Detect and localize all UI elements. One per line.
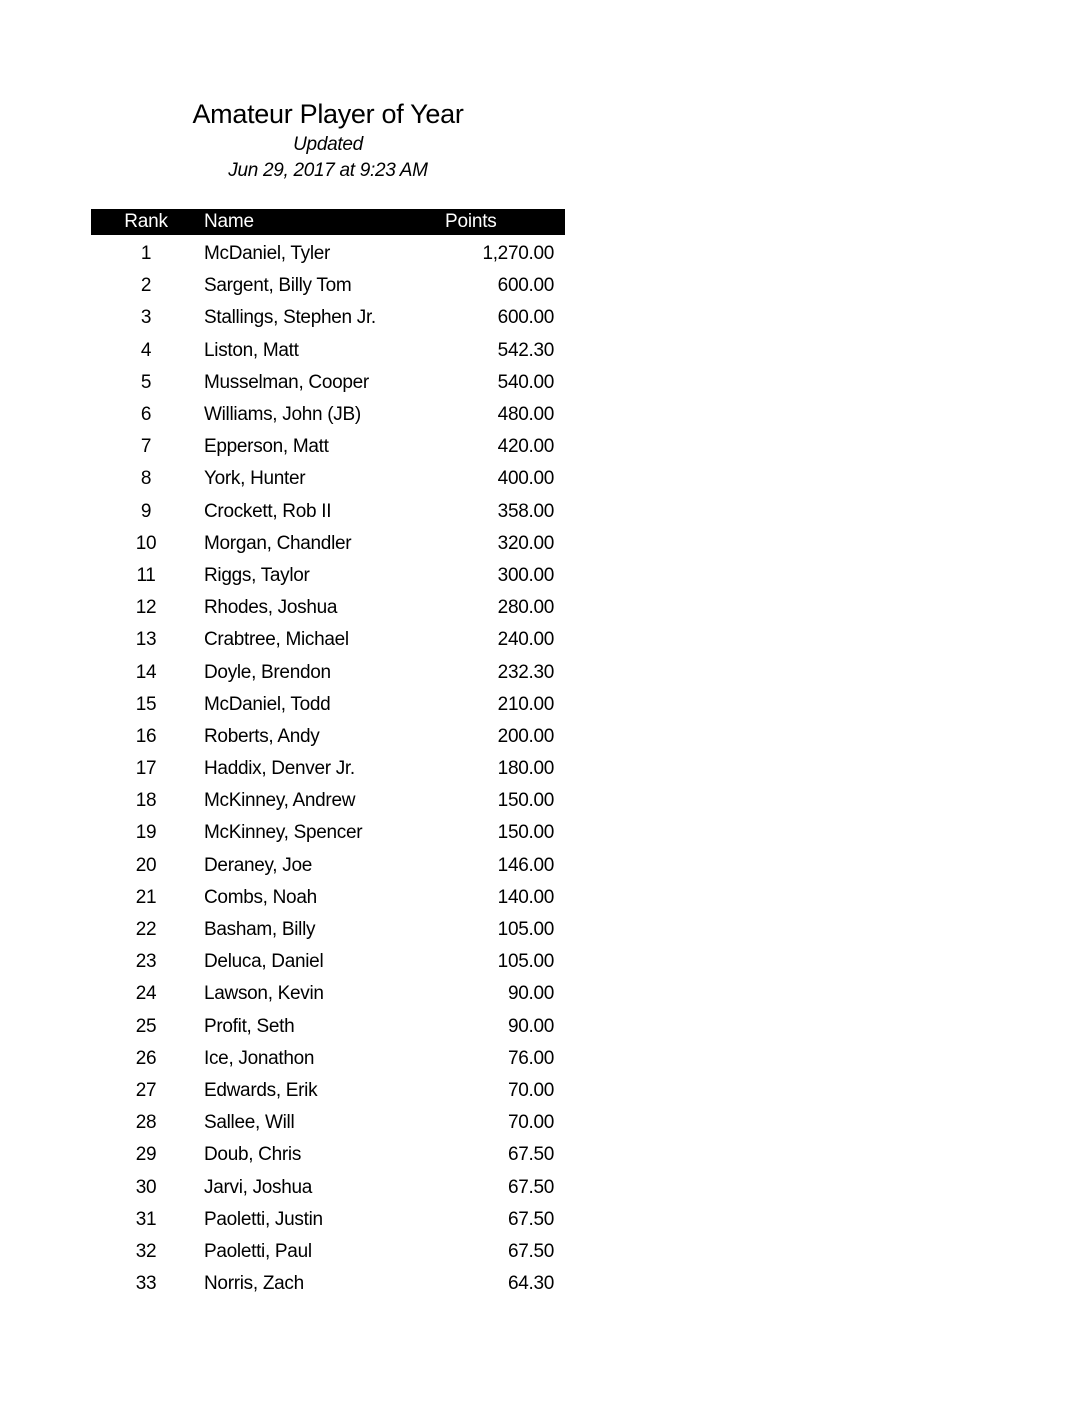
table-row <box>91 367 565 399</box>
rank-cell: 25 <box>135 1015 157 1037</box>
name-cell: Roberts, Andy <box>204 725 320 747</box>
rank-cell: 26 <box>135 1047 157 1069</box>
rank-cell: 4 <box>140 339 152 361</box>
name-cell: Stallings, Stephen Jr. <box>204 307 376 329</box>
table-row <box>91 785 565 817</box>
page-subtitle: Updated <box>293 134 363 155</box>
points-cell: 200.00 <box>497 725 554 747</box>
name-cell: Rhodes, Joshua <box>204 597 338 619</box>
title-block <box>130 96 526 184</box>
table-row <box>91 431 565 463</box>
page-title: Amateur Player of Year <box>192 99 464 129</box>
points-cell: 150.00 <box>497 822 554 844</box>
name-cell: Edwards, Erik <box>204 1079 318 1101</box>
table-row <box>91 946 565 978</box>
points-cell: 542.30 <box>497 339 554 361</box>
table-row <box>91 624 565 656</box>
table-row <box>91 1139 565 1171</box>
name-cell: Lawson, Kevin <box>204 983 324 1005</box>
rank-cell: 3 <box>140 307 152 329</box>
name-cell: Doyle, Brendon <box>204 661 331 683</box>
table-row <box>91 656 565 688</box>
name-cell: York, Hunter <box>204 468 306 490</box>
table-header <box>91 209 565 235</box>
rank-cell: 21 <box>135 886 157 908</box>
name-cell: Jarvi, Joshua <box>204 1176 313 1198</box>
name-cell: Haddix, Denver Jr. <box>204 758 355 780</box>
points-cell: 420.00 <box>497 436 554 458</box>
rank-cell: 28 <box>135 1112 157 1134</box>
rank-cell: 24 <box>135 983 157 1005</box>
points-cell: 105.00 <box>497 919 554 941</box>
name-cell: McDaniel, Todd <box>204 693 331 715</box>
points-cell: 600.00 <box>497 307 554 329</box>
points-cell: 90.00 <box>507 1015 554 1037</box>
rank-cell: 14 <box>135 661 157 683</box>
table-row <box>91 496 565 528</box>
points-cell: 540.00 <box>497 371 554 393</box>
name-cell: McDaniel, Tyler <box>204 243 331 265</box>
table-row <box>91 302 565 334</box>
rank-cell: 23 <box>135 951 157 973</box>
table-row <box>91 978 565 1010</box>
column-header-name: Name <box>204 211 254 232</box>
points-cell: 232.30 <box>497 661 554 683</box>
points-cell: 67.50 <box>507 1144 554 1166</box>
table-row <box>91 1107 565 1139</box>
rank-cell: 16 <box>135 725 157 747</box>
updated-timestamp: Jun 29, 2017 at 9:23 AM <box>228 160 428 181</box>
name-cell: Morgan, Chandler <box>204 532 352 554</box>
points-cell: 320.00 <box>497 532 554 554</box>
table-row <box>91 1075 565 1107</box>
table-body <box>91 235 565 1300</box>
rank-cell: 2 <box>140 275 152 297</box>
name-cell: Liston, Matt <box>204 339 299 361</box>
points-cell: 300.00 <box>497 564 554 586</box>
rank-cell: 31 <box>135 1208 157 1230</box>
name-cell: Musselman, Cooper <box>204 371 369 393</box>
points-cell: 90.00 <box>507 983 554 1005</box>
points-cell: 400.00 <box>497 468 554 490</box>
points-cell: 64.30 <box>507 1273 554 1295</box>
table-row <box>91 850 565 882</box>
rank-cell: 33 <box>135 1273 157 1295</box>
table-row <box>91 817 565 849</box>
rank-cell: 19 <box>135 822 157 844</box>
name-cell: Williams, John (JB) <box>204 404 361 426</box>
name-cell: Crockett, Rob II <box>204 500 332 522</box>
rank-cell: 5 <box>140 371 152 393</box>
name-cell: Riggs, Taylor <box>204 564 310 586</box>
points-cell: 240.00 <box>497 629 554 651</box>
points-cell: 67.50 <box>507 1208 554 1230</box>
table-row <box>91 1268 565 1300</box>
points-cell: 105.00 <box>497 951 554 973</box>
points-cell: 146.00 <box>497 854 554 876</box>
table-row <box>91 1011 565 1043</box>
table-row <box>91 399 565 431</box>
table-row <box>91 753 565 785</box>
table-row <box>91 914 565 946</box>
standings-table <box>91 209 565 1300</box>
points-cell: 150.00 <box>497 790 554 812</box>
table-row <box>91 1236 565 1268</box>
name-cell: Profit, Seth <box>204 1015 295 1037</box>
rank-cell: 12 <box>135 597 157 619</box>
name-cell: Ice, Jonathon <box>204 1047 315 1069</box>
rank-cell: 7 <box>140 436 152 458</box>
rank-cell: 22 <box>135 919 157 941</box>
name-cell: Epperson, Matt <box>204 436 329 458</box>
table-row <box>91 463 565 495</box>
name-cell: Doub, Chris <box>204 1144 302 1166</box>
table-row <box>91 721 565 753</box>
rank-cell: 27 <box>135 1079 157 1101</box>
rank-cell: 6 <box>140 404 152 426</box>
table-row <box>91 238 565 270</box>
name-cell: Combs, Noah <box>204 886 317 908</box>
column-header-rank: Rank <box>124 211 168 232</box>
table-row <box>91 560 565 592</box>
name-cell: McKinney, Spencer <box>204 822 363 844</box>
rank-cell: 9 <box>140 500 152 522</box>
points-cell: 210.00 <box>497 693 554 715</box>
name-cell: Norris, Zach <box>204 1273 304 1295</box>
table-row <box>91 528 565 560</box>
points-cell: 1,270.00 <box>482 243 554 265</box>
rank-cell: 1 <box>140 243 152 265</box>
points-cell: 76.00 <box>507 1047 554 1069</box>
table-row <box>91 270 565 302</box>
points-cell: 600.00 <box>497 275 554 297</box>
name-cell: Basham, Billy <box>204 919 316 941</box>
name-cell: Sargent, Billy Tom <box>204 275 352 297</box>
rank-cell: 20 <box>135 854 157 876</box>
rank-cell: 18 <box>135 790 157 812</box>
name-cell: Paoletti, Justin <box>204 1208 323 1230</box>
name-cell: Crabtree, Michael <box>204 629 349 651</box>
points-cell: 358.00 <box>497 500 554 522</box>
name-cell: McKinney, Andrew <box>204 790 356 812</box>
points-cell: 140.00 <box>497 886 554 908</box>
rank-cell: 10 <box>135 532 157 554</box>
table-row <box>91 335 565 367</box>
table-row <box>91 882 565 914</box>
points-cell: 67.50 <box>507 1240 554 1262</box>
rank-cell: 15 <box>135 693 157 715</box>
points-cell: 280.00 <box>497 597 554 619</box>
rank-cell: 11 <box>136 564 156 586</box>
name-cell: Deluca, Daniel <box>204 951 324 973</box>
name-cell: Paoletti, Paul <box>204 1240 312 1262</box>
rank-cell: 30 <box>135 1176 157 1198</box>
rank-cell: 17 <box>135 758 157 780</box>
table-row <box>91 592 565 624</box>
table-row <box>91 689 565 721</box>
table-row <box>91 1171 565 1203</box>
rank-cell: 8 <box>140 468 152 490</box>
rank-cell: 13 <box>135 629 157 651</box>
points-cell: 70.00 <box>507 1112 554 1134</box>
column-header-points: Points <box>445 211 497 232</box>
points-cell: 480.00 <box>497 404 554 426</box>
points-cell: 180.00 <box>497 758 554 780</box>
table-row <box>91 1204 565 1236</box>
rank-cell: 29 <box>135 1144 157 1166</box>
name-cell: Deraney, Joe <box>204 854 312 876</box>
points-cell: 67.50 <box>507 1176 554 1198</box>
table-row <box>91 1043 565 1075</box>
rank-cell: 32 <box>135 1240 157 1262</box>
points-cell: 70.00 <box>507 1079 554 1101</box>
name-cell: Sallee, Will <box>204 1112 295 1134</box>
